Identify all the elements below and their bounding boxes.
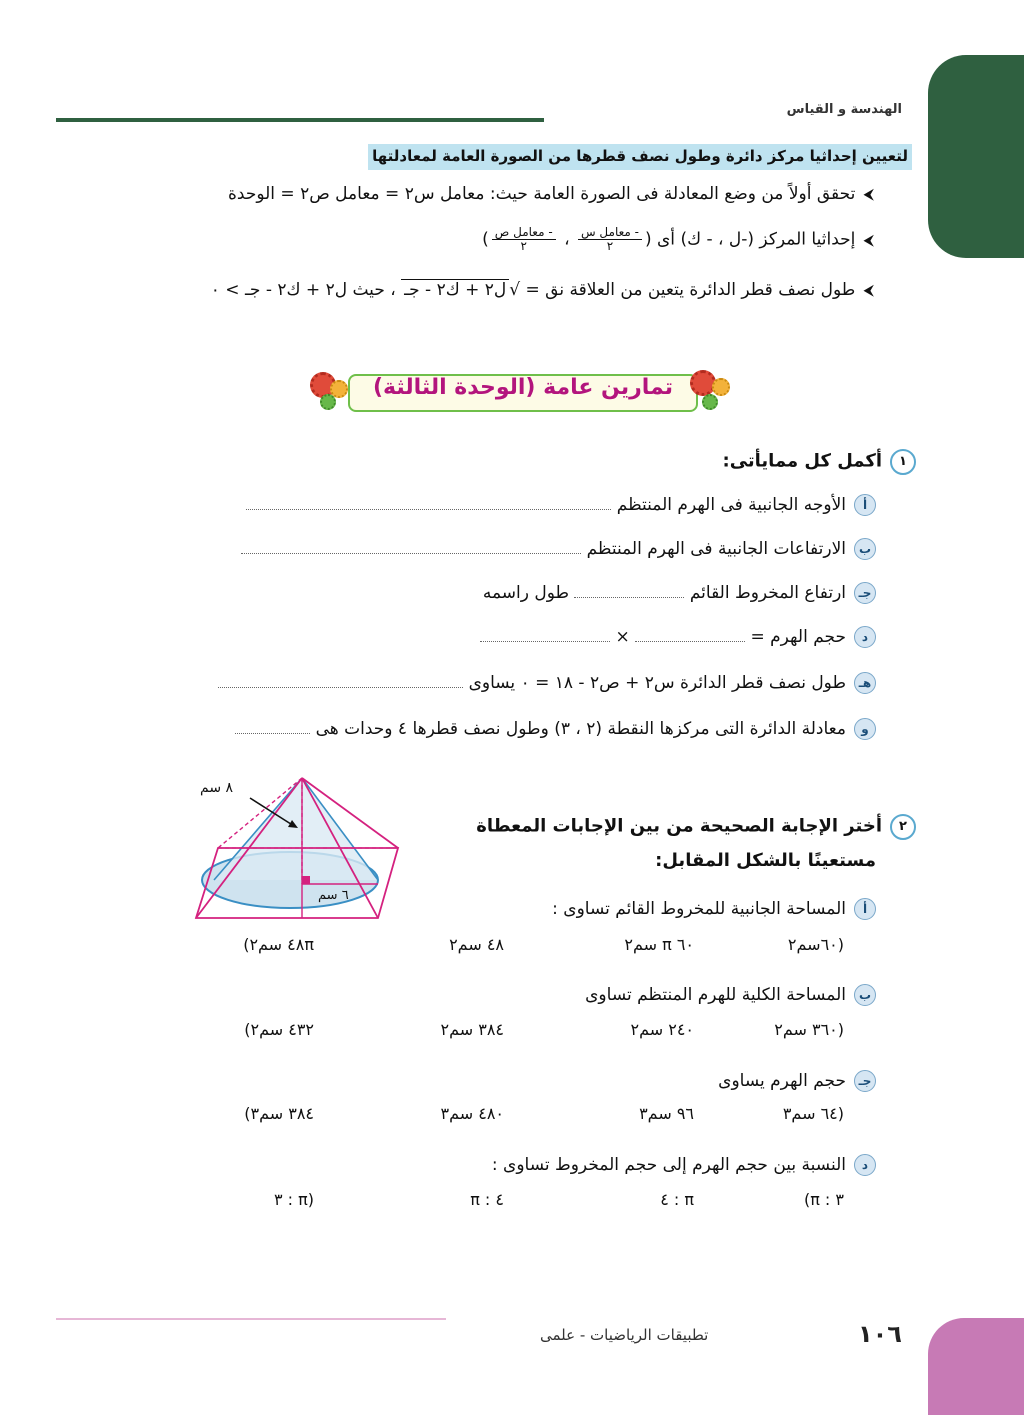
answer-blank[interactable] xyxy=(218,686,463,688)
answer-blank[interactable] xyxy=(635,640,745,642)
q1-item-b: بالارتفاعات الجانبية فى الهرم المنتظم xyxy=(241,538,876,560)
question-2-header xyxy=(476,814,916,840)
figure-label-radius: ٦ سم xyxy=(318,888,349,903)
exercises-banner xyxy=(310,370,734,414)
question-title: أكمل كل ممايأتى: xyxy=(722,450,882,472)
gear-icon xyxy=(320,394,336,410)
choice[interactable]: ٩٦ سم٣ xyxy=(639,1104,694,1123)
section-label: الهندسة و القياس xyxy=(786,102,902,117)
q2-part-b-question: بالمساحة الكلية للهرم المنتظم تساوى xyxy=(585,984,876,1006)
q1-item-f: ومعادلة الدائرة التى مركزها النقطة (٢ ، ٣) وطول نصف قطرها ٤ وحدات هى xyxy=(235,718,876,740)
q2-part-c-question: جـحجم الهرم يساوى xyxy=(718,1070,876,1092)
gear-icon xyxy=(702,394,718,410)
fraction-y: $\frac{\text{- معامل ص}}{٢}$ xyxy=(492,226,556,253)
gear-icon xyxy=(712,378,730,396)
pointer-arrow-icon: ⮜ xyxy=(863,185,874,203)
header-rule xyxy=(56,118,544,122)
choice[interactable]: ٣٨٤ سم٢ xyxy=(440,1020,504,1039)
pointer-arrow-icon: ⮜ xyxy=(863,281,874,299)
chapter-tab-green xyxy=(928,55,1024,258)
question-number: ١ xyxy=(890,449,916,475)
choice[interactable]: π : ٤ xyxy=(470,1190,504,1209)
choice[interactable]: ٣ : π) xyxy=(273,1190,314,1209)
q1-item-a: أالأوجه الجانبية فى الهرم المنتظم xyxy=(246,494,876,516)
footer-rule xyxy=(56,1318,446,1320)
banner-title: تمارين عامة (الوحدة الثالثة) xyxy=(372,375,674,400)
answer-blank[interactable] xyxy=(246,508,611,510)
choice[interactable]: ٤٨ سم٢ xyxy=(449,935,504,954)
choice[interactable]: ٣٨٤ سم٣) xyxy=(244,1104,314,1123)
q1-item-c: جـارتفاع المخروط القائم طول راسمه xyxy=(483,582,876,604)
page-tab-pink xyxy=(928,1318,1024,1415)
choice[interactable]: ٤ : π xyxy=(660,1190,694,1209)
rule-highlight: لتعيين إحداثيا مركز دائرة وطول نصف قطرها من الصورة العامة لمعادلتها xyxy=(368,144,912,170)
answer-blank[interactable] xyxy=(235,732,310,734)
rule-line-2: ⮜إحداثيا المركز (-ل ، - ك) أى ( $\frac{\text{- معامل س}}{٢}$ ، $\frac{\text{- معامل ص}}{٢}$ ) xyxy=(482,225,874,253)
figure-label-slant: ٨ سم xyxy=(200,780,234,796)
question-title: أختر الإجابة الصحيحة من بين الإجابات المعطاة xyxy=(476,815,882,837)
fraction-x: $\frac{\text{- معامل س}}{٢}$ xyxy=(578,226,642,253)
page-number: ١٠٦ xyxy=(858,1320,902,1348)
choice[interactable]: ٦٠ π سم٢ xyxy=(624,935,694,954)
question-2-subtitle: مستعينًا بالشكل المقابل: xyxy=(655,850,876,871)
choice[interactable]: ٤٨٠ سم٣ xyxy=(440,1104,504,1123)
q2-part-a-question: أالمساحة الجانبية للمخروط القائم تساوى : xyxy=(552,898,876,920)
q1-item-d: دحجم الهرم = × xyxy=(480,626,876,648)
question-number: ٢ xyxy=(890,814,916,840)
choice[interactable]: (π : ٣ xyxy=(803,1190,844,1209)
answer-blank[interactable] xyxy=(480,640,610,642)
choice[interactable]: (٦٠سم٢ xyxy=(787,935,844,954)
q2-part-d-question: دالنسبة بين حجم الهرم إلى حجم المخروط تساوى : xyxy=(492,1154,876,1176)
answer-blank[interactable] xyxy=(241,552,581,554)
rule-line-1: ⮜تحقق أولاً من وضع المعادلة فى الصورة العامة حيث: معامل س٢ = معامل ص٢ = الوحدة xyxy=(228,184,874,204)
cone-body xyxy=(214,778,378,880)
q1-item-e: هـطول نصف قطر الدائرة س٢ + ص٢ - ١٨ = ٠ يساوى xyxy=(218,672,876,694)
footer-book-title: تطبيقات الرياضيات - علمى xyxy=(540,1326,709,1344)
rule-line-3: ⮜طول نصف قطر الدائرة يتعين من العلاقة نق = √ل٢ + ك٢ - جـ ، حيث ل٢ + ك٢ - جـ > ٠ xyxy=(210,280,874,300)
sqrt-symbol: √ xyxy=(509,280,521,300)
question-1-header xyxy=(723,449,917,475)
choice[interactable]: (٣٦٠ سم٢ xyxy=(774,1020,844,1039)
choice[interactable]: ٤٨π سم٢) xyxy=(243,935,314,954)
answer-blank[interactable] xyxy=(574,596,684,598)
choice[interactable]: ٢٤٠ سم٢ xyxy=(630,1020,694,1039)
choice[interactable]: ٤٣٢ سم٢) xyxy=(244,1020,314,1039)
choice[interactable]: (٦٤ سم٣ xyxy=(782,1104,844,1123)
pointer-arrow-icon: ⮜ xyxy=(863,230,874,249)
